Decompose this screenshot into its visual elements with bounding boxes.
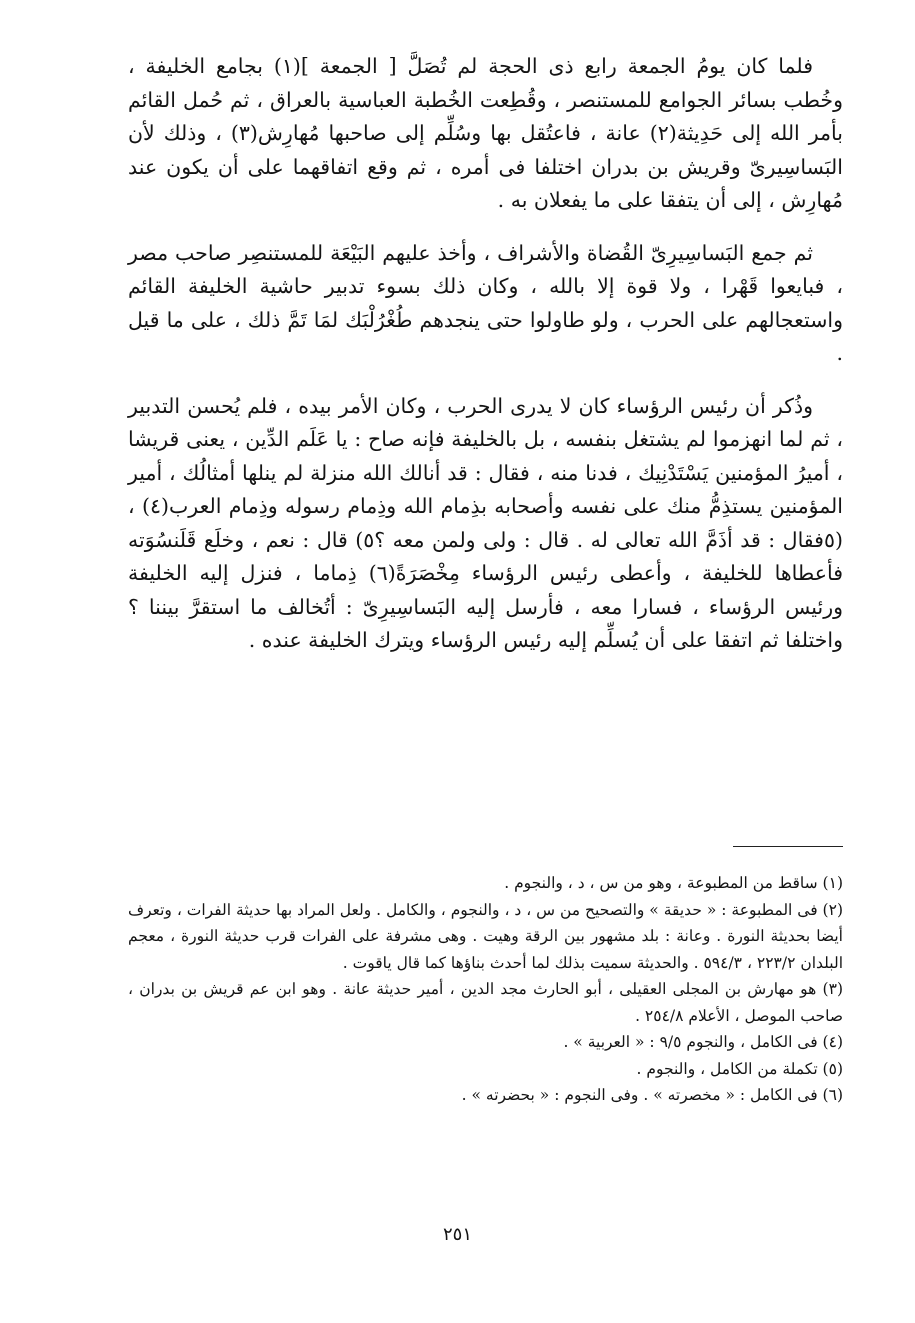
footnotes <box>128 870 843 1109</box>
page-number: ٢٥١ <box>442 1224 472 1245</box>
footnote-2: (٢) فى المطبوعة : « حديقة » والتصحيح من س ، د ، والنجوم ، والكامل . ولعل المراد بها حديثة الفرات ، وتعرف أيضا بحديثة النورة . وعانة : بلد مشهور بين الرقة وهيت . وهى مشرفة على الفرات قرب حديثة النورة ، معجم البلدان ٢٢٣/٢ ، ٥٩٤/٣ . والحديثة سميت بذلك لما أحدث بناؤها كما قال ياقوت . <box>128 900 843 972</box>
paragraph-1: فلما كان يومُ الجمعة رابع ذى الحجة لم تُصَلَّ [ الجمعة ](١) بجامع الخليفة ، وخُطب بسائر الجوامع للمستنصر ، وقُطِعت الخُطبة العباسية بالعراق ، ثم حُمل القائم بأمر الله إلى حَدِيثة(٢) عانة ، فاعتُقل بها وسُلِّم إلى صاحبها مُهارِش(٣) ، وذلك لأن البَساسِيرىّ وقريش بن بدران اختلفا فى أمره ، ثم وقع اتفاقهما على أن يكون عند مُهارِش ، إلى أن يتفقا على ما يفعلان به . <box>128 54 843 212</box>
footnote-6: (٦) فى الكامل : « مخصرته » . وفى النجوم : « بحضرته » . <box>461 1086 843 1104</box>
footnote-3: (٣) هو مهارش بن المجلى العقيلى ، أبو الحارث مجد الدين ، أمير حديثة عانة . وهو ابن عم قريش بن بدران ، صاحب الموصل ، الأعلام ٢٥٤/٨ . <box>128 980 843 1025</box>
footnote-4: (٤) فى الكامل ، والنجوم ٩/٥ : « العربية » . <box>563 1033 843 1051</box>
main-text <box>128 50 843 677</box>
paragraph-2: ثم جمع البَساسِيرِىّ القُضاة والأشراف ، وأخذ عليهم البَيْعَة للمستنصِر صاحب مصر ، فبايعوا قَهْرا ، ولا قوة إلا بالله ، وكان ذلك بسوء تدبير حاشية الخليفة القائم واستعجالهم على الحرب ، ولو طاولوا حتى ينجدهم طُغْرُلْبَك لمَا تَمَّ ذلك ، على ما قيل . <box>128 240 843 365</box>
footnote-5: (٥) تكملة من الكامل ، والنجوم . <box>636 1059 843 1078</box>
paragraph-3: وذُكر أن رئيس الرؤساء كان لا يدرى الحرب ، وكان الأمر بيده ، فلم يُحسن التدبير ، ثم لما انهزموا لم يشتغل بنفسه ، بل بالخليفة فإنه صاح : يا عَلَم الدِّين ، يعنى قريشا ، أميرُ المؤمنين يَسْتَدْنِيك ، فدنا منه ، فقال : قد أنالك الله منزلة لم ينلها أمثالُك ، أمير المؤمنين يستذِمُّ منك على نفسه وأصحابه بذِمام الله وذِمام رسوله وذِمام العرب(٤) ، (٥فقال : قد أذَمَّ الله تعالى له . قال : ولى ولمن معه ؟٥) قال : نعم ، وخلَع قَلَنسُوَته فأعطاها للخليفة ، وأعطى رئيس الرؤساء مِخْصَرَةً(٦) ذِماما ، فنزل إليه الخليفة ورئيس الرؤساء ، فسارا معه ، فأرسل إليه البَساسِيرِىّ : أتُخالف ما استقرَّ بيننا ؟ واختلفا ثم اتفقا على أن يُسلِّم إليه رئيس الرؤساء ويترك الخليفة عنده . <box>128 393 843 652</box>
footnote-separator <box>733 846 843 847</box>
footnote-1: (١) ساقط من المطبوعة ، وهو من س ، د ، والنجوم . <box>504 874 843 892</box>
